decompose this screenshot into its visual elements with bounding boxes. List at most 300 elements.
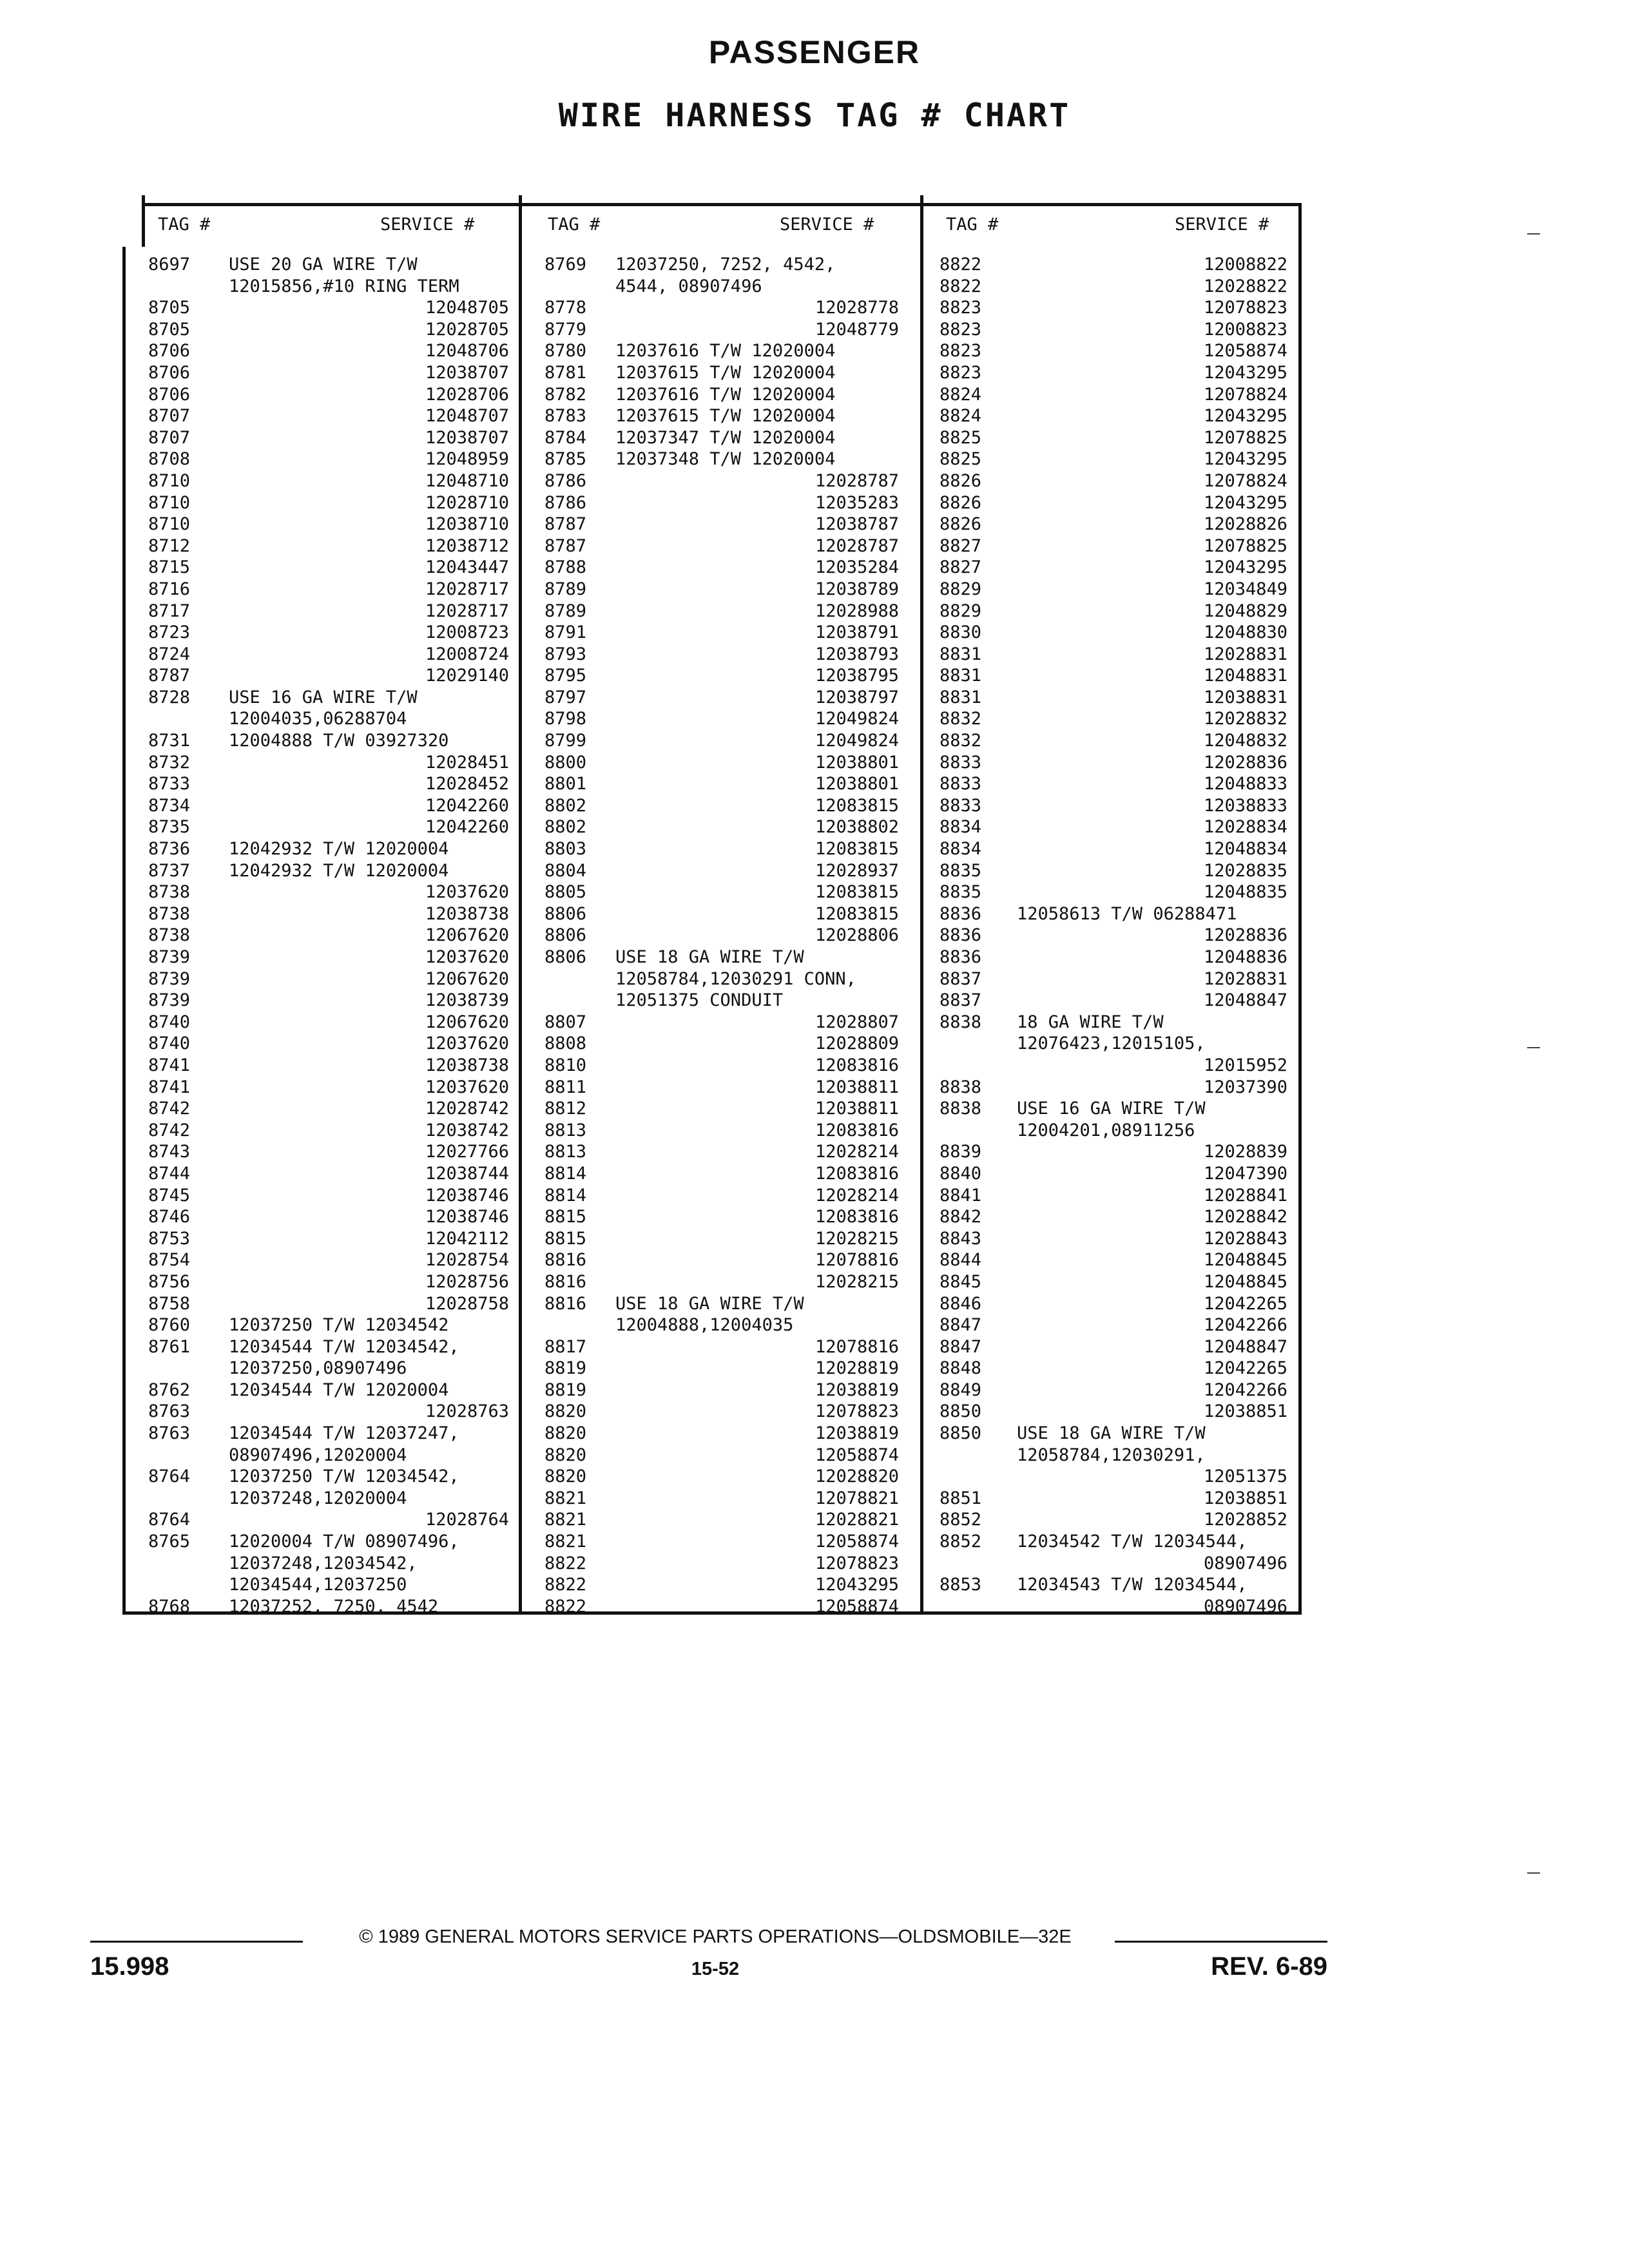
tag-number: 8779 (545, 319, 587, 340)
table-row (519, 1164, 920, 1186)
service-number: 12048830 (1203, 622, 1287, 643)
table-row (920, 298, 1300, 320)
table-row (519, 493, 920, 515)
service-number: 12038787 (815, 514, 899, 535)
service-number: 12038819 (815, 1423, 899, 1444)
table-row (519, 1488, 920, 1510)
tag-number: 8715 (148, 557, 191, 578)
tag-number: 8754 (148, 1250, 191, 1271)
service-number: 12038791 (815, 622, 899, 643)
table-row (920, 1575, 1300, 1597)
table-row (122, 406, 519, 428)
tag-number: 8808 (545, 1033, 587, 1054)
service-number: 12058784,12030291 CONN, (615, 968, 856, 989)
table-row (920, 536, 1300, 558)
service-header: SERVICE # (380, 215, 475, 235)
table-row (122, 1466, 519, 1488)
service-number: 18 GA WIRE T/W (1017, 1012, 1164, 1032)
table-row (122, 947, 519, 969)
service-number: 12038797 (815, 687, 899, 707)
service-number: 12048847 (1203, 990, 1287, 1011)
service-number: 12028787 (815, 535, 899, 556)
tag-number: 8836 (940, 903, 982, 924)
service-number: 12028843 (1203, 1228, 1287, 1249)
tag-number: 8762 (148, 1379, 191, 1400)
tag-number: 8706 (148, 384, 191, 405)
service-number: USE 18 GA WIRE T/W (1017, 1423, 1206, 1444)
tag-number: 8826 (940, 492, 982, 513)
table-row (920, 363, 1300, 385)
table-row (519, 753, 920, 774)
tag-number: 8831 (940, 666, 982, 686)
table-row (122, 969, 519, 991)
tag-number: 8852 (940, 1532, 982, 1552)
table-row (519, 731, 920, 753)
tag-number: 8740 (148, 1012, 191, 1032)
service-number: 12078824 (1203, 384, 1287, 405)
service-number: 12048706 (425, 341, 509, 361)
service-number: 12083815 (815, 795, 899, 816)
service-number: 12004888 T/W 03927320 (229, 731, 449, 751)
table-row (122, 839, 519, 861)
service-number: 12038746 (425, 1185, 509, 1206)
service-number: 12020004 T/W 08907496, (229, 1532, 459, 1552)
table-row (519, 1033, 920, 1055)
table-row (519, 1229, 920, 1251)
tag-number: 8822 (545, 1596, 587, 1617)
chart-column-1 (122, 195, 519, 1617)
table-row (920, 341, 1300, 363)
service-number: USE 18 GA WIRE T/W (615, 947, 804, 967)
table-row (920, 1272, 1300, 1294)
tag-number: 8716 (148, 579, 191, 599)
tag-number: 8739 (148, 947, 191, 967)
service-number: 12038833 (1203, 795, 1287, 816)
service-number: 12038801 (815, 752, 899, 773)
tag-number: 8822 (545, 1553, 587, 1573)
tag-number: 8819 (545, 1358, 587, 1379)
tag-number: 8815 (545, 1207, 587, 1227)
table-row (519, 882, 920, 904)
tag-number: 8745 (148, 1185, 191, 1206)
service-number: 12037250 T/W 12034542, (229, 1466, 459, 1487)
service-number: 12037390 (1203, 1077, 1287, 1097)
tag-number: 8712 (148, 535, 191, 556)
service-number: 12028215 (815, 1271, 899, 1292)
tag-number: 8737 (148, 860, 191, 881)
table-row (122, 471, 519, 493)
service-number: 12038707 (425, 362, 509, 383)
service-number: 12028710 (425, 492, 509, 513)
service-number: 12047390 (1203, 1163, 1287, 1184)
table-row (122, 1423, 519, 1445)
table-row (122, 493, 519, 515)
table-row (122, 753, 519, 774)
service-number: 12058613 T/W 06288471 (1017, 903, 1237, 924)
table-row (920, 990, 1300, 1012)
tag-number: 8802 (545, 795, 587, 816)
tag-number: 8769 (545, 255, 587, 274)
table-row (122, 514, 519, 536)
footer-rule-left (90, 1941, 303, 1943)
table-row (519, 1315, 920, 1337)
tag-number: 8816 (545, 1271, 587, 1292)
tag-number: 8836 (940, 947, 982, 967)
service-number: 12028451 (425, 752, 509, 773)
tag-number: 8723 (148, 622, 191, 643)
tag-number: 8819 (545, 1379, 587, 1400)
service-number: 12028821 (815, 1510, 899, 1530)
table-row (519, 1380, 920, 1402)
tag-number: 8820 (545, 1401, 587, 1422)
table-row (122, 276, 519, 298)
service-number: 12028214 (815, 1185, 899, 1206)
table-row (519, 622, 920, 644)
service-number: 12048833 (1203, 774, 1287, 794)
service-number: 12008723 (425, 622, 509, 643)
service-number: 12034543 T/W 12034544, (1017, 1575, 1248, 1595)
tag-number: 8817 (545, 1336, 587, 1357)
tag-number: 8765 (148, 1532, 191, 1552)
table-row (122, 298, 519, 320)
tag-number: 8822 (940, 276, 982, 296)
table-row (122, 990, 519, 1012)
service-number: 12078816 (815, 1336, 899, 1357)
tag-number: 8741 (148, 1077, 191, 1097)
table-row (122, 1207, 519, 1229)
table-row (519, 428, 920, 450)
table-row (519, 341, 920, 363)
service-number: 12028764 (425, 1510, 509, 1530)
tag-number: 8853 (940, 1575, 982, 1595)
service-number: 12028841 (1203, 1185, 1287, 1206)
table-row (122, 925, 519, 947)
service-number: 12038851 (1203, 1488, 1287, 1508)
tag-number: 8847 (940, 1315, 982, 1336)
tag-number: 8740 (148, 1033, 191, 1054)
tag-number: 8838 (940, 1077, 982, 1097)
tag-number: 8782 (545, 384, 587, 405)
tag-header: TAG # (158, 215, 211, 235)
table-row (920, 1142, 1300, 1164)
service-number: 12038789 (815, 579, 899, 599)
tag-number: 8810 (545, 1055, 587, 1075)
service-number: 08907496,12020004 (229, 1445, 407, 1465)
service-number: 12034544 T/W 12037247, (229, 1423, 459, 1444)
service-number: 12048779 (815, 319, 899, 340)
service-number: 12029140 (425, 666, 509, 686)
service-number: 12042265 (1203, 1293, 1287, 1314)
tag-number: 8739 (148, 990, 191, 1011)
table-row (920, 1120, 1300, 1142)
service-number: 12028831 (1203, 644, 1287, 664)
tag-number: 8841 (940, 1185, 982, 1206)
table-row (122, 601, 519, 623)
tag-number: 8831 (940, 687, 982, 707)
table-row (920, 1294, 1300, 1316)
service-number: 12049824 (815, 731, 899, 751)
table-row (122, 1575, 519, 1597)
table-row (122, 861, 519, 883)
table-row (920, 1532, 1300, 1553)
tag-number: 8803 (545, 839, 587, 860)
service-number: 12042266 (1203, 1379, 1287, 1400)
footer-copyright: © 1989 GENERAL MOTORS SERVICE PARTS OPERATIONS—OLDSMOBILE—32E (359, 1927, 1072, 1947)
table-row (519, 925, 920, 947)
tag-number: 8801 (545, 774, 587, 794)
service-number: 12038811 (815, 1099, 899, 1119)
service-number: 12028831 (1203, 968, 1287, 989)
table-row (920, 1423, 1300, 1445)
table-row (122, 557, 519, 579)
service-number: 12067620 (425, 1012, 509, 1032)
service-number: 12028820 (815, 1466, 899, 1487)
table-row (519, 687, 920, 709)
tag-number: 8744 (148, 1163, 191, 1184)
tag-number: 8826 (940, 470, 982, 491)
service-number: 12048959 (425, 449, 509, 470)
tag-number: 8743 (148, 1142, 191, 1162)
tag-number: 8807 (545, 1012, 587, 1032)
service-number: 12028809 (815, 1033, 899, 1054)
table-row (519, 969, 920, 991)
service-number: 12038793 (815, 644, 899, 664)
tag-number: 8768 (148, 1596, 191, 1617)
tag-number: 8787 (148, 666, 191, 686)
service-number: 12037620 (425, 947, 509, 967)
table-row (920, 579, 1300, 601)
service-number: 12043295 (1203, 362, 1287, 383)
tag-number: 8825 (940, 427, 982, 448)
tag-number: 8824 (940, 406, 982, 427)
service-number: 12042932 T/W 12020004 (229, 839, 449, 860)
service-number: 12008822 (1203, 255, 1287, 274)
tag-number: 8798 (545, 709, 587, 729)
tag-number: 8717 (148, 601, 191, 621)
table-row (122, 1055, 519, 1077)
table-row (920, 1012, 1300, 1034)
table-row (122, 731, 519, 753)
table-row (519, 1012, 920, 1034)
table-row (920, 861, 1300, 883)
table-row (519, 666, 920, 687)
tag-number: 8837 (940, 968, 982, 989)
table-row (519, 1445, 920, 1467)
table-row (920, 449, 1300, 471)
tag-number: 8781 (545, 362, 587, 383)
tag-number: 8822 (940, 255, 982, 274)
tag-number: 8697 (148, 255, 191, 274)
table-row (122, 428, 519, 450)
tag-number: 8789 (545, 579, 587, 599)
tag-number: 8761 (148, 1336, 191, 1357)
service-number: 12004035,06288704 (229, 709, 407, 729)
tag-number: 8830 (940, 622, 982, 643)
tag-number: 8838 (940, 1012, 982, 1032)
service-number: 12004888,12004035 (615, 1315, 794, 1336)
tag-number: 8844 (940, 1250, 982, 1271)
service-number: 12078825 (1203, 427, 1287, 448)
footer-page-number: 15-52 (691, 1959, 740, 1979)
service-number: 12038801 (815, 774, 899, 794)
chart-column-2 (519, 195, 920, 1617)
service-number: 12034542 T/W 12034544, (1017, 1532, 1248, 1552)
table-row (122, 1077, 519, 1099)
tag-number: 8827 (940, 535, 982, 556)
tag-number: 8851 (940, 1488, 982, 1508)
table-row (920, 796, 1300, 818)
tag-number: 8850 (940, 1423, 982, 1444)
service-number: 12028988 (815, 601, 899, 621)
table-row (920, 1250, 1300, 1272)
tag-number: 8733 (148, 774, 191, 794)
table-row (920, 1077, 1300, 1099)
table-row (519, 1553, 920, 1575)
page-title: PASSENGER (708, 34, 921, 70)
tag-number: 8823 (940, 319, 982, 340)
table-row (122, 320, 519, 341)
table-row (920, 601, 1300, 623)
service-number: 12078821 (815, 1488, 899, 1508)
service-number: 12042260 (425, 795, 509, 816)
tag-number: 8836 (940, 925, 982, 946)
table-row (920, 1186, 1300, 1207)
tag-number: 8706 (148, 362, 191, 383)
table-row (920, 514, 1300, 536)
table-row (519, 1120, 920, 1142)
tag-number: 8825 (940, 449, 982, 470)
service-number: 12051375 (1203, 1466, 1287, 1487)
footer-revision: REV. 6-89 (1211, 1952, 1327, 1981)
service-header: SERVICE # (780, 215, 874, 235)
tag-number: 8837 (940, 990, 982, 1011)
service-number: 12038795 (815, 666, 899, 686)
tag-number: 8850 (940, 1401, 982, 1422)
tag-number: 8742 (148, 1099, 191, 1119)
table-row (920, 644, 1300, 666)
service-number: 12028214 (815, 1142, 899, 1162)
service-number: 12083816 (815, 1207, 899, 1227)
service-number: 12043447 (425, 557, 509, 578)
table-row (519, 1186, 920, 1207)
service-number: 12043295 (1203, 492, 1287, 513)
tag-number: 8738 (148, 903, 191, 924)
table-row (122, 882, 519, 904)
service-number: 12037620 (425, 1033, 509, 1054)
table-row (519, 514, 920, 536)
service-number: 12038712 (425, 535, 509, 556)
service-number: 12028839 (1203, 1142, 1287, 1162)
tag-number: 8846 (940, 1293, 982, 1314)
tag-number: 8778 (545, 298, 587, 318)
service-number: 12028937 (815, 860, 899, 881)
table-row (519, 1250, 920, 1272)
tag-number: 8763 (148, 1401, 191, 1422)
table-row (519, 644, 920, 666)
service-number: 12067620 (425, 968, 509, 989)
table-row (122, 1445, 519, 1467)
service-number: USE 16 GA WIRE T/W (1017, 1099, 1206, 1119)
table-row (920, 1055, 1300, 1077)
service-number: 12037347 T/W 12020004 (615, 427, 836, 448)
table-row (920, 1488, 1300, 1510)
tag-number: 8838 (940, 1099, 982, 1119)
service-number: 12008823 (1203, 319, 1287, 340)
table-row (920, 774, 1300, 796)
table-row (519, 1294, 920, 1316)
page-subtitle: WIRE HARNESS TAG # CHART (558, 97, 1071, 134)
table-row (519, 557, 920, 579)
tag-number: 8786 (545, 492, 587, 513)
tag-number: 8797 (545, 687, 587, 707)
tag-number: 8806 (545, 925, 587, 946)
tag-number: 8812 (545, 1099, 587, 1119)
table-row (122, 709, 519, 731)
tag-number: 8829 (940, 579, 982, 599)
service-number: 12083815 (815, 882, 899, 903)
service-number: 12028826 (1203, 514, 1287, 535)
table-row (920, 385, 1300, 407)
table-row (920, 471, 1300, 493)
service-number: 12028822 (1203, 276, 1287, 296)
column-rows (920, 255, 1300, 1618)
table-row (122, 1142, 519, 1164)
table-row (920, 1337, 1300, 1359)
table-row (920, 1445, 1300, 1467)
service-number: 12042112 (425, 1228, 509, 1249)
table-row (920, 1033, 1300, 1055)
tag-number: 8789 (545, 601, 587, 621)
table-row (920, 1099, 1300, 1120)
table-row (920, 882, 1300, 904)
table-row (920, 817, 1300, 839)
table-row (122, 385, 519, 407)
table-row (122, 666, 519, 687)
tag-number: 8791 (545, 622, 587, 643)
table-row (920, 320, 1300, 341)
tag-number: 8764 (148, 1510, 191, 1530)
table-row (519, 817, 920, 839)
table-row (519, 1466, 920, 1488)
tag-number: 8795 (545, 666, 587, 686)
table-row (122, 687, 519, 709)
table-row (519, 709, 920, 731)
table-row (519, 1272, 920, 1294)
table-row (122, 1164, 519, 1186)
table-row (920, 753, 1300, 774)
table-row (519, 1597, 920, 1619)
tag-number: 8813 (545, 1120, 587, 1140)
tag-number: 8821 (545, 1510, 587, 1530)
service-number: 12028832 (1203, 709, 1287, 729)
tag-number: 8802 (545, 817, 587, 838)
table-row (122, 1120, 519, 1142)
tag-number: 8820 (545, 1423, 587, 1444)
tag-number: 8832 (940, 709, 982, 729)
tag-number: 8845 (940, 1271, 982, 1292)
service-number: 12037248,12034542, (229, 1553, 418, 1573)
tag-number: 8756 (148, 1271, 191, 1292)
tag-number: 8793 (545, 644, 587, 664)
service-number: 12038811 (815, 1077, 899, 1097)
tag-number: 8813 (545, 1142, 587, 1162)
tag-number: 8741 (148, 1055, 191, 1075)
tag-number: 8742 (148, 1120, 191, 1140)
service-number: 12051375 CONDUIT (615, 990, 784, 1011)
table-row (122, 1229, 519, 1251)
tag-number: 8784 (545, 427, 587, 448)
table-row (519, 298, 920, 320)
